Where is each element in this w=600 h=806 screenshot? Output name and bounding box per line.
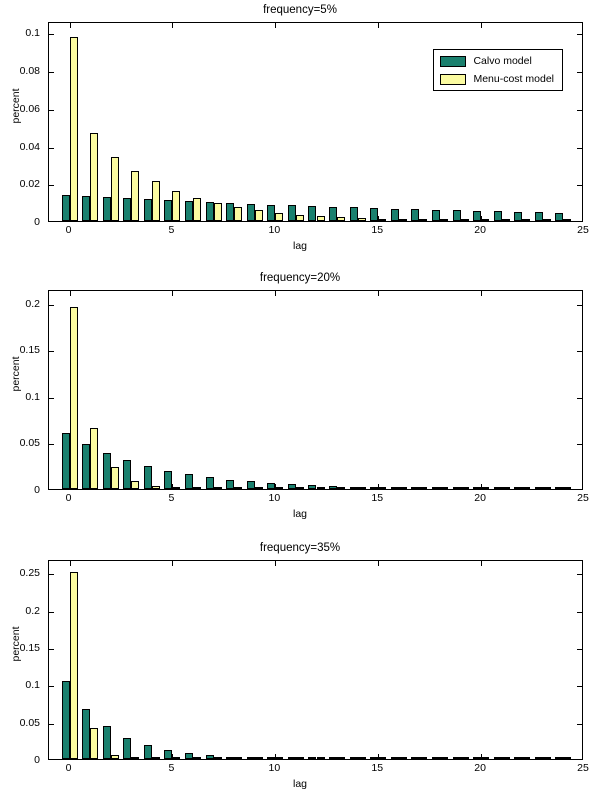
bar-calvo-lag-16 [391, 487, 399, 489]
bar-menu-cost-lag-3 [131, 171, 139, 221]
y-tick-label: 0.05 [19, 716, 40, 729]
bar-calvo-lag-6 [185, 474, 193, 489]
x-tick [172, 754, 173, 759]
bar-menu-cost-lag-22 [522, 757, 530, 759]
bar-menu-cost-lag-1 [90, 728, 98, 759]
bar-menu-cost-lag-11 [296, 487, 304, 489]
bar-menu-cost-lag-20 [481, 757, 489, 759]
legend-swatch-menu-cost [440, 74, 466, 85]
bar-menu-cost-lag-10 [275, 757, 283, 759]
y-tick-label: 0.15 [19, 642, 40, 655]
bar-calvo-lag-16 [391, 209, 399, 221]
x-tick-label: 10 [268, 224, 281, 236]
y-tick [49, 72, 54, 73]
bar-calvo-lag-15 [370, 208, 378, 221]
bar-menu-cost-lag-2 [111, 755, 119, 759]
legend-label-menu-cost: Menu-cost model [473, 73, 554, 85]
bar-calvo-lag-19 [453, 210, 461, 221]
bar-menu-cost-lag-10 [275, 487, 283, 489]
bar-calvo-lag-0 [62, 681, 70, 759]
x-tick [275, 23, 276, 28]
bar-menu-cost-lag-23 [543, 219, 551, 221]
y-tick [577, 649, 582, 650]
y-tick [49, 649, 54, 650]
x-tick-label: 10 [268, 492, 281, 504]
bar-calvo-lag-7 [206, 755, 214, 759]
x-tick-label: 15 [371, 762, 384, 774]
bar-menu-cost-lag-13 [337, 217, 345, 221]
y-tick-label: 0.1 [25, 679, 40, 692]
x-tick-label: 20 [474, 224, 486, 236]
bar-calvo-lag-10 [267, 483, 275, 489]
x-tick [70, 291, 71, 296]
bar-calvo-lag-1 [82, 444, 90, 489]
legend-swatch-calvo [440, 56, 466, 67]
x-tick [378, 754, 379, 759]
bar-menu-cost-lag-4 [152, 486, 160, 489]
bar-calvo-lag-21 [494, 211, 502, 221]
bar-menu-cost-lag-18 [440, 487, 448, 489]
bar-calvo-lag-13 [329, 207, 337, 221]
bar-menu-cost-lag-3 [131, 757, 139, 759]
bar-menu-cost-lag-21 [502, 757, 510, 759]
y-tick [49, 185, 54, 186]
x-axis-title: lag [292, 508, 307, 520]
y-tick [577, 686, 582, 687]
x-tick-label: 5 [168, 224, 175, 236]
bar-calvo-lag-12 [308, 757, 316, 759]
bar-menu-cost-lag-5 [172, 487, 180, 489]
bar-calvo-lag-15 [370, 757, 378, 759]
y-tick [49, 148, 54, 149]
legend-entry-calvo [440, 55, 554, 67]
y-tick [577, 351, 582, 352]
x-tick [481, 23, 482, 28]
chart-panel-frequency-35 [0, 538, 600, 800]
bar-calvo-lag-14 [350, 757, 358, 759]
bar-calvo-lag-22 [514, 212, 522, 221]
bar-calvo-lag-11 [288, 757, 296, 759]
bar-calvo-lag-3 [123, 738, 131, 759]
bar-calvo-lag-7 [206, 202, 214, 221]
bar-calvo-lag-14 [350, 487, 358, 490]
bar-calvo-lag-2 [103, 453, 111, 489]
bar-calvo-lag-11 [288, 205, 296, 221]
x-tick-label: 10 [268, 762, 281, 774]
bar-calvo-lag-4 [144, 199, 152, 221]
bar-calvo-lag-13 [329, 757, 337, 759]
x-axis-tick-labels [48, 224, 589, 238]
bar-calvo-lag-20 [473, 487, 481, 489]
y-tick [577, 110, 582, 111]
bar-calvo-lag-19 [453, 487, 461, 489]
bar-menu-cost-lag-24 [563, 487, 571, 489]
bar-menu-cost-lag-7 [214, 757, 222, 759]
bar-menu-cost-lag-15 [378, 487, 386, 489]
x-tick [275, 216, 276, 221]
y-tick [49, 351, 54, 352]
bar-calvo-lag-10 [267, 205, 275, 221]
bar-calvo-lag-15 [370, 487, 378, 489]
bar-menu-cost-lag-5 [172, 191, 180, 221]
y-tick [577, 34, 582, 35]
x-tick-label: 5 [168, 492, 175, 504]
bar-calvo-lag-20 [473, 757, 481, 759]
x-tick-label: 0 [65, 492, 72, 504]
bar-menu-cost-lag-0 [70, 37, 78, 221]
bar-calvo-lag-8 [226, 757, 234, 759]
legend-label-calvo: Calvo model [473, 55, 532, 67]
chart-title: frequency=5% [263, 4, 337, 16]
y-tick-label: 0.15 [19, 344, 40, 357]
x-tick-label: 20 [474, 492, 486, 504]
y-tick [49, 305, 54, 306]
bar-calvo-lag-22 [514, 757, 522, 759]
y-tick-label: 0.25 [19, 567, 40, 580]
bar-menu-cost-lag-14 [358, 757, 366, 759]
bar-calvo-lag-3 [123, 198, 131, 221]
y-tick [49, 34, 54, 35]
y-tick [49, 724, 54, 725]
bar-calvo-lag-23 [535, 212, 543, 221]
bar-menu-cost-lag-24 [563, 219, 571, 221]
x-tick [172, 216, 173, 221]
bar-menu-cost-lag-21 [502, 219, 510, 221]
x-tick-label: 25 [577, 224, 589, 236]
y-axis-title: percent [10, 356, 22, 392]
y-tick-label: 0.2 [25, 604, 40, 617]
y-tick [577, 574, 582, 575]
y-tick-label: 0.1 [25, 27, 40, 40]
bar-calvo-lag-4 [144, 745, 152, 759]
bar-calvo-lag-23 [535, 757, 543, 759]
x-tick [378, 291, 379, 296]
y-tick-label: 0.02 [19, 178, 40, 191]
y-tick [49, 574, 54, 575]
y-axis-title: percent [10, 626, 22, 662]
bar-calvo-lag-3 [123, 460, 131, 489]
x-tick-label: 0 [65, 224, 72, 236]
x-tick [481, 754, 482, 759]
bar-calvo-lag-5 [164, 471, 172, 489]
y-tick-label: 0.05 [19, 437, 40, 450]
y-tick [577, 148, 582, 149]
chart-panel-frequency-5 [0, 0, 600, 262]
bar-calvo-lag-7 [206, 477, 214, 489]
x-tick-label: 25 [577, 492, 589, 504]
x-tick [70, 484, 71, 489]
bar-menu-cost-lag-15 [378, 757, 386, 759]
y-tick [577, 724, 582, 725]
bar-calvo-lag-0 [62, 195, 70, 221]
bar-calvo-lag-1 [82, 709, 90, 759]
bar-menu-cost-lag-0 [70, 572, 78, 759]
bar-calvo-lag-24 [555, 757, 563, 759]
y-axis-tick-labels [0, 290, 44, 496]
bar-calvo-lag-1 [82, 196, 90, 221]
bar-calvo-lag-17 [411, 487, 419, 489]
bar-calvo-lag-18 [432, 487, 440, 489]
bar-menu-cost-lag-9 [255, 757, 263, 759]
bar-menu-cost-lag-9 [255, 210, 263, 221]
y-tick [577, 444, 582, 445]
y-tick-label: 0 [34, 216, 40, 228]
bar-calvo-lag-6 [185, 753, 193, 759]
y-tick [49, 398, 54, 399]
y-tick [577, 398, 582, 399]
bar-menu-cost-lag-15 [378, 219, 386, 221]
bar-menu-cost-lag-24 [563, 757, 571, 759]
bar-menu-cost-lag-13 [337, 487, 345, 489]
y-axis-title: percent [10, 88, 22, 124]
x-tick-label: 0 [65, 762, 72, 774]
x-tick-label: 15 [371, 224, 384, 236]
y-tick [49, 612, 54, 613]
y-tick-label: 0 [34, 754, 40, 766]
bar-menu-cost-lag-22 [522, 487, 530, 489]
bar-calvo-lag-6 [185, 201, 193, 221]
bar-calvo-lag-17 [411, 209, 419, 221]
y-axis-tick-labels [0, 560, 44, 766]
bar-menu-cost-lag-20 [481, 487, 489, 489]
x-tick [275, 484, 276, 489]
bar-menu-cost-lag-16 [399, 219, 407, 221]
bar-menu-cost-lag-10 [275, 213, 283, 221]
bar-menu-cost-lag-4 [152, 757, 160, 759]
bar-calvo-lag-24 [555, 213, 563, 221]
bar-menu-cost-lag-11 [296, 757, 304, 759]
y-tick-label: 0.1 [25, 390, 40, 403]
bar-menu-cost-lag-8 [234, 487, 242, 489]
bar-menu-cost-lag-17 [419, 219, 427, 221]
bar-calvo-lag-9 [247, 204, 255, 221]
x-tick-label: 20 [474, 762, 486, 774]
chart-panel-frequency-20 [0, 268, 600, 530]
x-tick [481, 216, 482, 221]
x-tick [172, 23, 173, 28]
bar-menu-cost-lag-19 [461, 487, 469, 489]
bar-menu-cost-lag-12 [317, 757, 325, 759]
bar-calvo-lag-13 [329, 486, 337, 489]
bar-calvo-lag-12 [308, 485, 316, 489]
x-axis-tick-labels [48, 492, 589, 506]
bar-menu-cost-lag-23 [543, 757, 551, 759]
bar-menu-cost-lag-2 [111, 467, 119, 489]
bar-menu-cost-lag-6 [193, 198, 201, 221]
chart-title: frequency=20% [259, 272, 341, 284]
bar-calvo-lag-21 [494, 487, 502, 489]
x-tick [70, 23, 71, 28]
bar-menu-cost-lag-6 [193, 487, 201, 489]
bar-menu-cost-lag-13 [337, 757, 345, 759]
bar-series-container [49, 291, 582, 489]
bar-menu-cost-lag-14 [358, 218, 366, 221]
bar-menu-cost-lag-12 [317, 216, 325, 221]
x-tick [172, 484, 173, 489]
bar-calvo-lag-2 [103, 197, 111, 221]
bar-calvo-lag-9 [247, 481, 255, 489]
bar-calvo-lag-19 [453, 757, 461, 759]
bar-calvo-lag-18 [432, 757, 440, 759]
bar-calvo-lag-8 [226, 480, 234, 489]
x-tick [275, 561, 276, 566]
bar-menu-cost-lag-7 [214, 203, 222, 221]
plot-area [48, 22, 583, 222]
bar-calvo-lag-22 [514, 487, 522, 489]
bar-calvo-lag-9 [247, 757, 255, 759]
x-tick [481, 291, 482, 296]
bar-menu-cost-lag-8 [234, 207, 242, 221]
bar-menu-cost-lag-11 [296, 215, 304, 221]
bar-calvo-lag-10 [267, 757, 275, 759]
y-tick-label: 0.2 [25, 297, 40, 310]
x-tick-label: 25 [577, 762, 589, 774]
bar-series-container [49, 561, 582, 759]
y-tick [577, 185, 582, 186]
x-tick [378, 561, 379, 566]
bar-menu-cost-lag-5 [172, 757, 180, 759]
bar-menu-cost-lag-19 [461, 219, 469, 221]
y-tick-label: 0.06 [19, 102, 40, 115]
bar-calvo-lag-24 [555, 487, 563, 489]
bar-menu-cost-lag-3 [131, 481, 139, 489]
x-tick [70, 561, 71, 566]
y-axis-tick-labels [0, 22, 44, 228]
bar-calvo-lag-20 [473, 211, 481, 221]
x-tick [172, 291, 173, 296]
bar-calvo-lag-14 [350, 207, 358, 221]
x-tick [275, 754, 276, 759]
bar-calvo-lag-2 [103, 726, 111, 759]
x-axis-title: lag [292, 240, 307, 252]
x-tick [481, 484, 482, 489]
y-tick [577, 305, 582, 306]
bar-menu-cost-lag-16 [399, 487, 407, 489]
bar-menu-cost-lag-1 [90, 428, 98, 489]
legend [433, 49, 563, 91]
y-tick [49, 110, 54, 111]
bar-menu-cost-lag-22 [522, 219, 530, 221]
x-tick [70, 216, 71, 221]
bar-calvo-lag-18 [432, 210, 440, 221]
x-tick-label: 5 [168, 762, 175, 774]
y-tick [49, 444, 54, 445]
x-tick [378, 216, 379, 221]
bar-menu-cost-lag-4 [152, 181, 160, 221]
plot-area [48, 560, 583, 760]
bar-menu-cost-lag-17 [419, 487, 427, 489]
y-tick [49, 686, 54, 687]
bar-calvo-lag-5 [164, 200, 172, 221]
x-tick [481, 561, 482, 566]
bar-calvo-lag-5 [164, 750, 172, 759]
bar-menu-cost-lag-18 [440, 219, 448, 221]
x-tick-label: 15 [371, 492, 384, 504]
bar-calvo-lag-12 [308, 206, 316, 221]
bar-menu-cost-lag-14 [358, 487, 366, 489]
x-tick [172, 561, 173, 566]
bar-calvo-lag-21 [494, 757, 502, 759]
x-tick [70, 754, 71, 759]
x-tick [378, 484, 379, 489]
bar-menu-cost-lag-23 [543, 487, 551, 489]
x-axis-title: lag [292, 778, 307, 790]
y-tick [577, 72, 582, 73]
bar-menu-cost-lag-17 [419, 757, 427, 759]
bar-menu-cost-lag-9 [255, 487, 263, 489]
bar-calvo-lag-16 [391, 757, 399, 759]
y-tick [577, 612, 582, 613]
bar-menu-cost-lag-2 [111, 157, 119, 221]
bar-calvo-lag-4 [144, 466, 152, 489]
bar-menu-cost-lag-12 [317, 487, 325, 489]
bar-calvo-lag-11 [288, 484, 296, 489]
bar-calvo-lag-23 [535, 487, 543, 489]
x-tick [378, 23, 379, 28]
y-tick-label: 0.08 [19, 65, 40, 78]
bar-menu-cost-lag-18 [440, 757, 448, 759]
bar-calvo-lag-8 [226, 203, 234, 221]
y-tick-label: 0.04 [19, 140, 40, 153]
bar-menu-cost-lag-21 [502, 487, 510, 489]
x-axis-tick-labels [48, 762, 589, 776]
x-tick [275, 291, 276, 296]
bar-calvo-lag-17 [411, 757, 419, 759]
bar-menu-cost-lag-19 [461, 757, 469, 759]
bar-menu-cost-lag-6 [193, 757, 201, 759]
bar-menu-cost-lag-20 [481, 219, 489, 221]
legend-entry-menu-cost [440, 73, 554, 85]
chart-title: frequency=35% [259, 542, 341, 554]
plot-area [48, 290, 583, 490]
bar-calvo-lag-0 [62, 433, 70, 489]
bar-menu-cost-lag-7 [214, 487, 222, 489]
bar-menu-cost-lag-16 [399, 757, 407, 759]
bar-menu-cost-lag-8 [234, 757, 242, 759]
bar-menu-cost-lag-1 [90, 133, 98, 221]
bar-menu-cost-lag-0 [70, 307, 78, 489]
y-tick-label: 0 [34, 484, 40, 496]
